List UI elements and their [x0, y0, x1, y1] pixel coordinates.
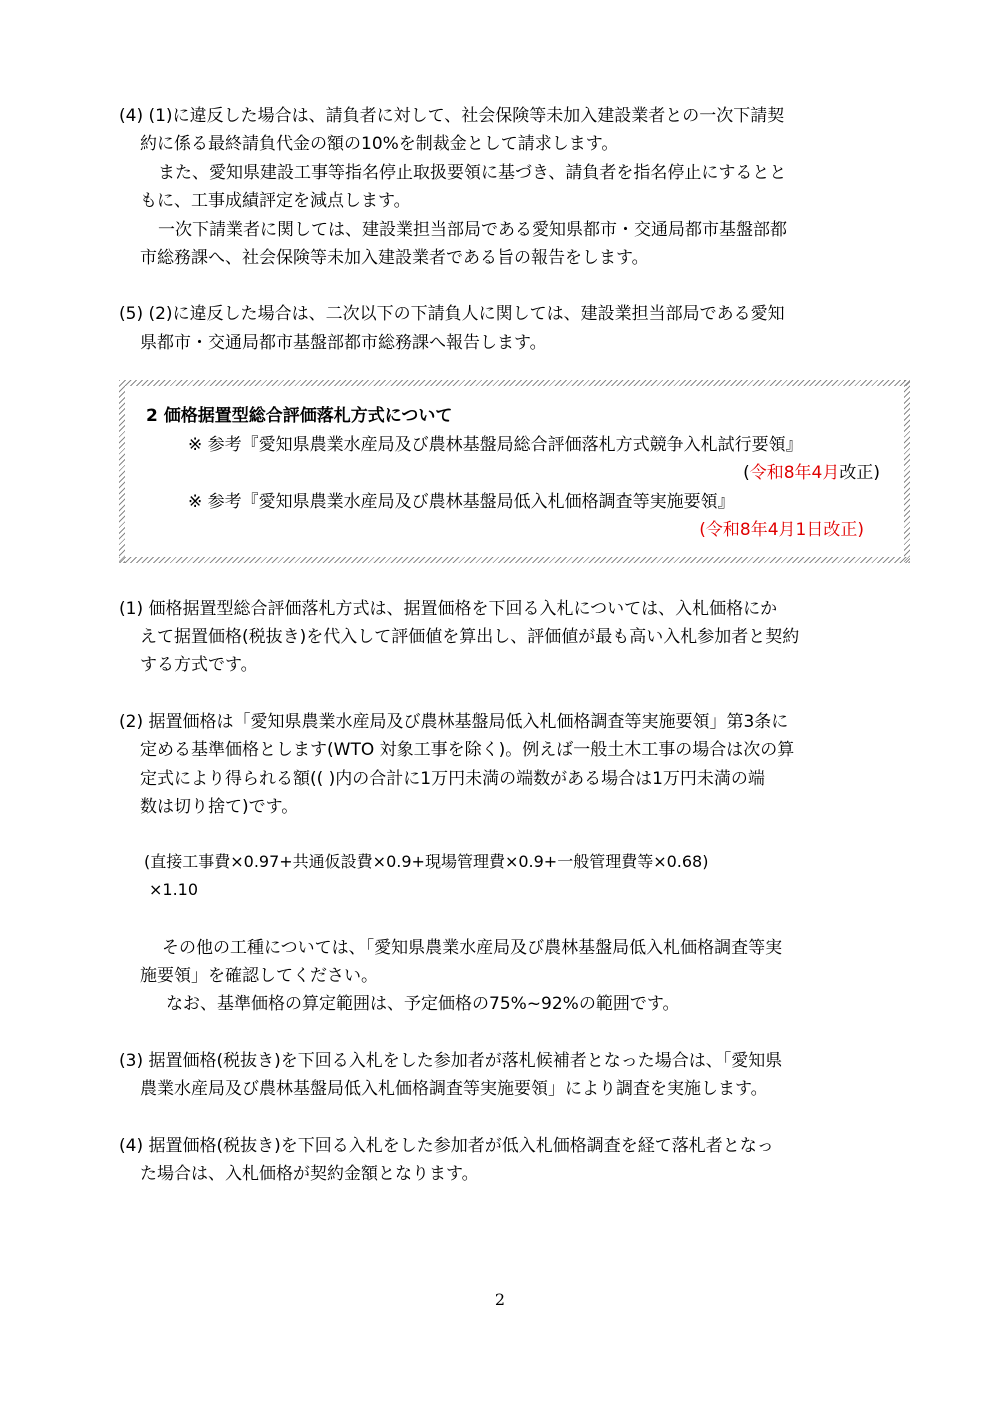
box-border-left — [119, 380, 125, 563]
reference-1-revision-date: 令和8年4月 — [749, 463, 840, 483]
s2-item1-line1: (1) 価格据置型総合評価落札方式は、据置価格を下回る入札については、入札価格にか — [119, 599, 778, 619]
item4-line5: 一次下請業者に関しては、建設業担当部局である愛知県都市・交通局都市基盤部都 — [158, 220, 787, 240]
s2-item2-line4: 数は切り捨て)です。 — [140, 797, 299, 817]
item4-line2: 約に係る最終請負代金の額の10%を制裁金として請求します。 — [140, 134, 619, 154]
item5-line1: (5) (2)に違反した場合は、二次以下の下請負人に関しては、建設業担当部局である愛知 — [119, 304, 785, 324]
s2-item2-line6: 施要領」を確認してください。 — [140, 966, 378, 986]
item5-line2: 県都市・交通局都市基盤部都市総務課へ報告します。 — [140, 333, 547, 353]
box-border-bottom — [119, 557, 910, 563]
reference-1: ※ 参考『愛知県農業水産局及び農林基盤局総合評価落札方式競争入札試行要領』 — [188, 435, 803, 455]
item4-line3: また、愛知県建設工事等指名停止取扱要領に基づき、請負者を指名停止にするとと — [158, 163, 787, 183]
section-heading: 2 価格据置型総合評価落札方式について — [146, 406, 453, 426]
s2-item1-line2: えて据置価格(税抜き)を代入して評価値を算出し、評価値が最も高い入札参加者と契約 — [140, 627, 800, 647]
s2-item4-line1: (4) 据置価格(税抜き)を下回る入札をした参加者が低入札価格調査を経て落札者となっ — [119, 1136, 774, 1156]
reference-1-revision — [743, 461, 880, 485]
page-number: 2 — [494, 1290, 506, 1309]
reference-2-revision: (令和8年4月1日改正) — [699, 520, 864, 540]
box-border-right — [904, 380, 910, 563]
reference-1-revision-open: ( — [743, 463, 750, 483]
s2-item3-line1: (3) 据置価格(税抜き)を下回る入札をした参加者が落札候補者となった場合は、「愛知県 — [119, 1051, 783, 1071]
reference-1-revision-close: 改正) — [839, 463, 880, 483]
item4-line4: もに、工事成績評定を減点します。 — [140, 191, 411, 211]
item4-line6: 市総務課へ、社会保険等未加入建設業者である旨の報告をします。 — [140, 248, 649, 268]
s2-item2-line1: (2) 据置価格は「愛知県農業水産局及び農林基盤局低入札価格調査等実施要領」第3条に — [119, 712, 789, 732]
reference-2: ※ 参考『愛知県農業水産局及び農林基盤局低入札価格調査等実施要領』 — [188, 492, 735, 512]
s2-item1-line3: する方式です。 — [140, 655, 258, 675]
s2-item3-line2: 農業水産局及び農林基盤局低入札価格調査等実施要領」により調査を実施します。 — [140, 1079, 768, 1099]
s2-item2-line2: 定める基準価格とします(WTO 対象工事を除く)。例えば一般土木工事の場合は次の算 — [140, 740, 795, 760]
s2-item2-line3: 定式により得られる額(( )内の合計に1万円未満の端数がある場合は1万円未満の端 — [140, 769, 765, 789]
s2-item2-line7: なお、基準価格の算定範囲は、予定価格の75%~92%の範囲です。 — [166, 994, 680, 1014]
formula-line1: (直接工事費×0.97+共通仮設費×0.9+現場管理費×0.9+一般管理費等×0.68) — [144, 852, 709, 871]
item4-line1: (4) (1)に違反した場合は、請負者に対して、社会保険等未加入建設業者との一次下請契 — [119, 106, 785, 126]
box-border-top — [119, 380, 910, 386]
s2-item4-line2: た場合は、入札価格が契約金額となります。 — [140, 1164, 479, 1184]
section-heading-box — [119, 380, 910, 563]
s2-item2-line5: その他の工種については、「愛知県農業水産局及び農林基盤局低入札価格調査等実 — [162, 938, 783, 958]
formula-line2: ×1.10 — [149, 880, 199, 899]
